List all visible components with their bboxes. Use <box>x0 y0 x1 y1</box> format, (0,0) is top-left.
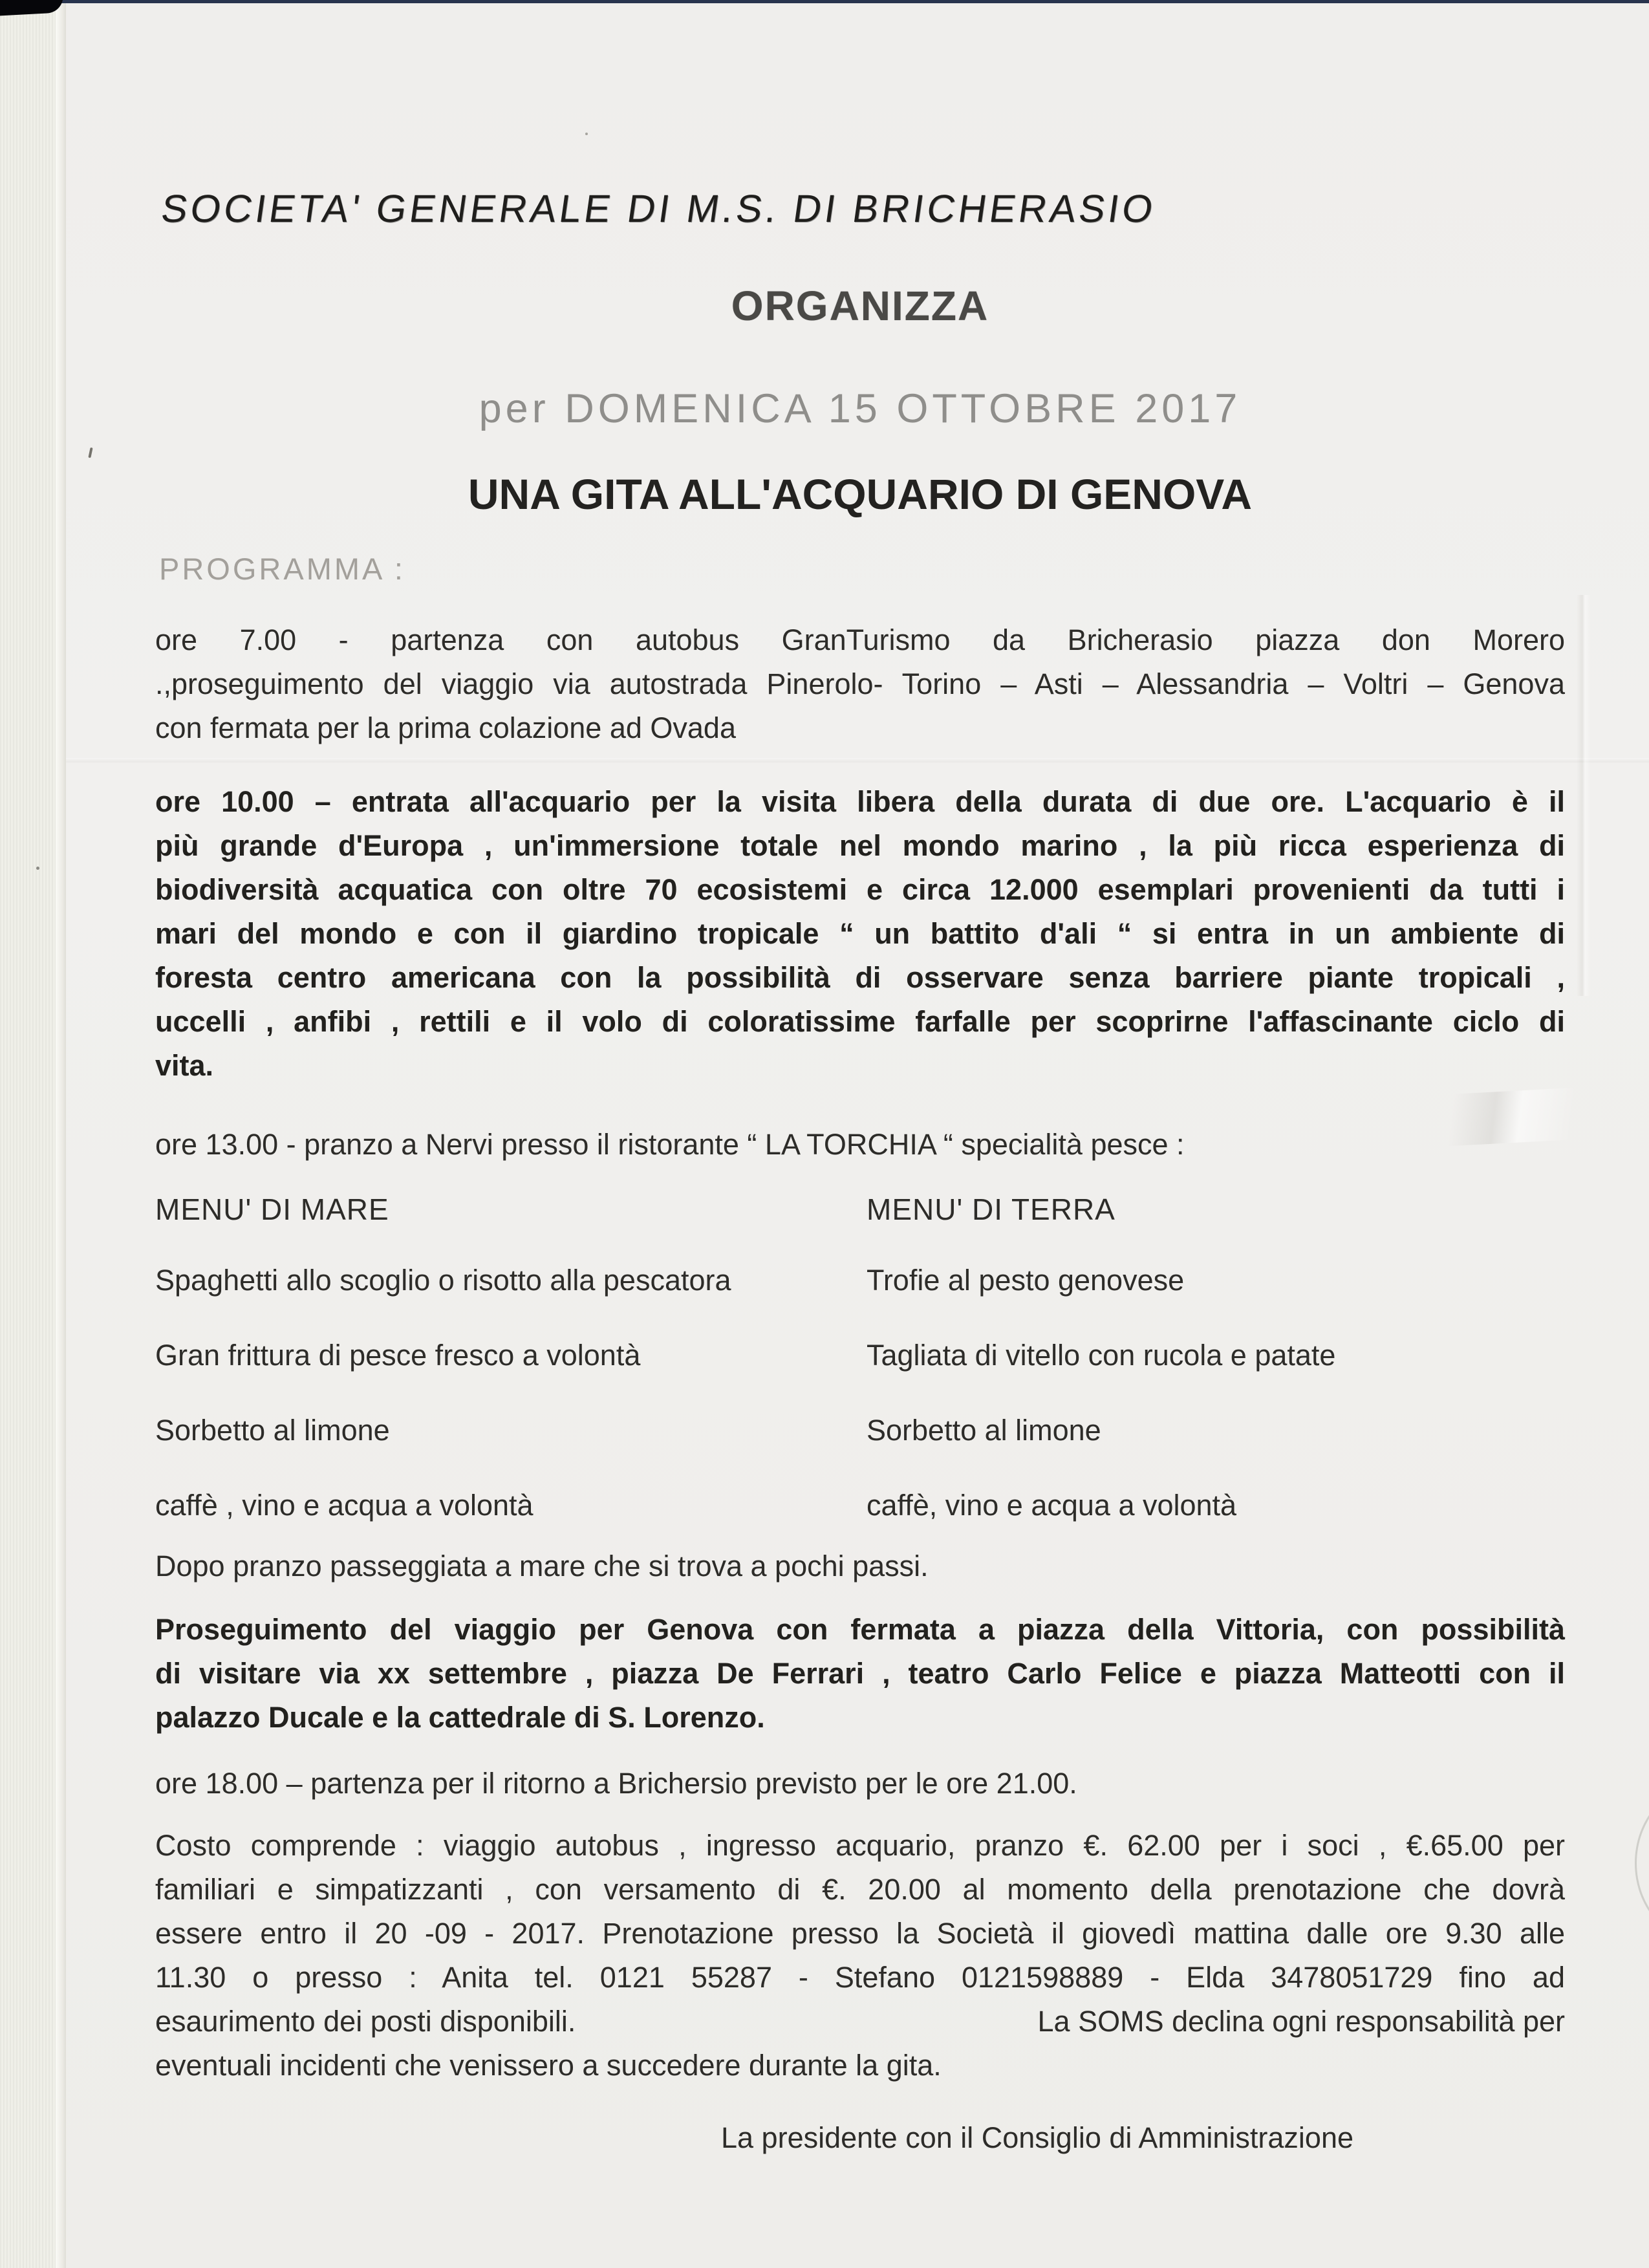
menu-mare-header: MENU' DI MARE <box>155 1193 389 1226</box>
dopo-pranzo-line: Dopo pranzo passeggiata a mare che si trova a pochi passi. <box>155 1550 929 1582</box>
text-line: palazzo Ducale e la cattedrale di S. Lorenzo. <box>155 1701 765 1734</box>
paper-crease-vertical <box>1577 595 1591 996</box>
text-line: foresta centro americana con la possibilità di osservare senza barriere piante tropicali , <box>155 961 1565 994</box>
text-line: Proseguimento del viaggio per Genova con fermata a piazza della Vittoria, con possibilità <box>155 1613 1565 1646</box>
scanner-edge-strip <box>0 0 56 2268</box>
text-line <box>155 2000 1565 2044</box>
menu-item: Tagliata di vitello con rucola e patate <box>867 1339 1336 1372</box>
signature-line: La presidente con il Consiglio di Amministrazione <box>721 2121 1354 2154</box>
paragraph-ore-7 <box>155 618 1565 750</box>
text-line: ore 10.00 – entrata all'acquario per la visita libera della durata di due ore. L'acquario è il <box>155 785 1565 818</box>
text-line: di visitare via xx settembre , piazza De Ferrari , teatro Carlo Felice e piazza Matteotti con il <box>155 1657 1565 1690</box>
text-line: più grande d'Europa , un'immersione totale nel mondo marino , la più ricca esperienza di <box>155 829 1565 862</box>
menu-terra-header: MENU' DI TERRA <box>867 1193 1116 1226</box>
ring-mark <box>1635 1784 1649 1943</box>
paragraph-ore-10 <box>155 780 1565 1088</box>
text-line: vita. <box>155 1049 214 1082</box>
menu-item: Sorbetto al limone <box>155 1414 390 1447</box>
society-header: SOCIETA' GENERALE DI M.S. DI BRICHERASIO <box>158 187 1159 230</box>
text-line: .,proseguimento del viaggio via autostrada Pinerolo- Torino – Asti – Alessandria – Voltri – Genova <box>155 667 1565 700</box>
menu-item: Spaghetti allo scoglio o risotto alla pescatora <box>155 1264 731 1297</box>
paragraph-proseguimento <box>155 1608 1565 1740</box>
paragraph-ore-13: ore 13.00 - pranzo a Nervi presso il ristorante “ LA TORCHIA “ specialità pesce : <box>155 1128 1185 1161</box>
ink-speck <box>88 448 92 458</box>
text-line: con fermata per la prima colazione ad Ovada <box>155 711 736 744</box>
menu-item: caffè, vino e acqua a volontà <box>867 1489 1237 1522</box>
menu-item: Trofie al pesto genovese <box>867 1264 1185 1297</box>
text-line: 11.30 o presso : Anita tel. 0121 55287 - Stefano 0121598889 - Elda 3478051729 fino ad <box>155 1961 1565 1994</box>
menu-item: caffè , vino e acqua a volontà <box>155 1489 534 1522</box>
programma-label: PROGRAMMA : <box>159 552 405 586</box>
organizza-line: ORGANIZZA <box>731 283 989 329</box>
text-line: biodiversità acquatica con oltre 70 ecosistemi e circa 12.000 esemplari provenienti da tutti i <box>155 873 1565 906</box>
menu-item: Gran frittura di pesce fresco a volontà <box>155 1339 641 1372</box>
text-line: familiari e simpatizzanti , con versamento di €. 20.00 al momento della prenotazione che dovrà <box>155 1873 1565 1906</box>
text-line: ore 7.00 - partenza con autobus GranTurismo da Bricherasio piazza don Morero <box>155 623 1565 656</box>
text-line: uccelli , anfibi , rettili e il volo di coloratissime farfalle per scoprirne l'affascinante ciclo di <box>155 1005 1565 1038</box>
paragraph-costo <box>155 1824 1565 2088</box>
document-title: UNA GITA ALL'ACQUARIO DI GENOVA <box>468 470 1253 518</box>
text-line: eventuali incidenti che venissero a succedere durante la gita. <box>155 2049 942 2082</box>
paragraph-ore-18: ore 18.00 – partenza per il ritorno a Brichersio previsto per le ore 21.00. <box>155 1767 1077 1800</box>
posti-disponibili-text: esaurimento dei posti disponibili. <box>155 2005 576 2038</box>
menu-item: Sorbetto al limone <box>867 1414 1101 1447</box>
ink-speck <box>36 867 39 870</box>
text-line: mari del mondo e con il giardino tropicale “ un battito d'ali “ si entra in un ambiente di <box>155 917 1565 950</box>
soms-disclaimer-text: La SOMS declina ogni responsabilità per <box>1037 2005 1565 2038</box>
event-date-line: per DOMENICA 15 OTTOBRE 2017 <box>479 386 1242 431</box>
paper-edge-seam <box>56 0 66 2268</box>
text-line: essere entro il 20 -09 - 2017. Prenotazione presso la Società il giovedì mattina dalle ore 9.30 alle <box>155 1917 1565 1950</box>
text-line: Costo comprende : viaggio autobus , ingresso acquario, pranzo €. 62.00 per i soci , €.65.00 per <box>155 1829 1565 1862</box>
document-content <box>155 0 1565 2268</box>
